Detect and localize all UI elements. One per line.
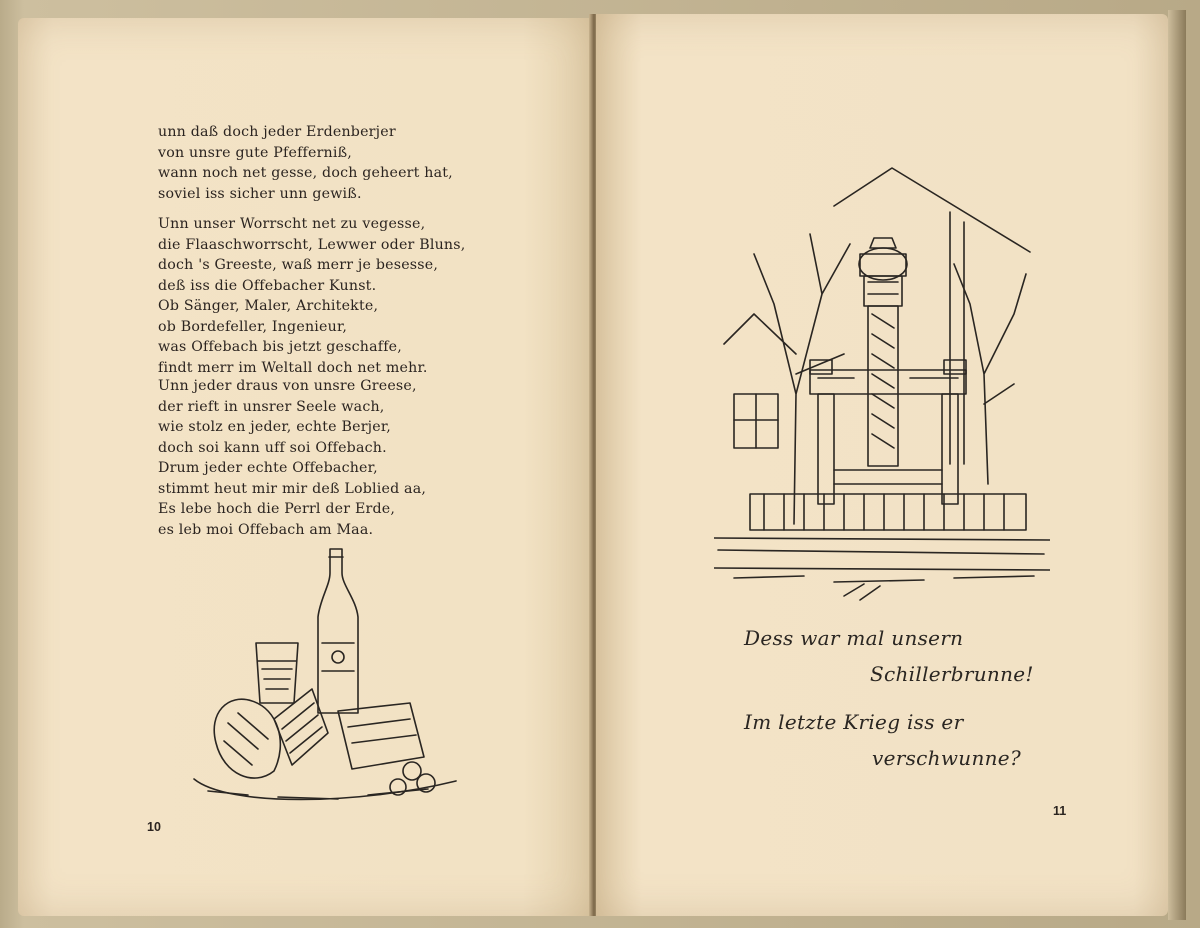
poem-line: doch 's Greeste, waß merr je besesse, — [158, 257, 439, 273]
poem-line: die Flaaschworrscht, Lewwer oder Bluns, — [158, 236, 466, 253]
page-number: 11 — [1053, 804, 1067, 818]
poem-line: es leb moi Offebach am Maa. — [158, 521, 374, 538]
book-edge — [1168, 10, 1186, 920]
caption-line: Dess war mal unsern — [744, 626, 964, 650]
poem-line: stimmt heut mir mir deß Loblied aa, — [158, 480, 427, 497]
poem-line: deß iss die Offebacher Kunst. — [158, 277, 377, 294]
poem-line: Unn jeder draus von unsre Greese, — [158, 378, 417, 394]
poem-line: soviel iss sicher unn gewiß. — [158, 185, 362, 202]
left-page — [18, 18, 592, 916]
caption-line: Im letzte Krieg iss er — [744, 710, 964, 734]
caption-line: Schillerbrunne! — [870, 662, 1034, 686]
poem-line: doch soi kann uff soi Offebach. — [158, 439, 387, 456]
page-number: 10 — [147, 820, 161, 834]
still-life-illustration — [188, 543, 458, 803]
poem-line: der rieft in unsrer Seele wach, — [158, 398, 385, 415]
poem-line: wie stolz en jeder, echte Berjer, — [158, 419, 392, 435]
poem-line: wann noch net gesse, doch geheert hat, — [158, 165, 453, 181]
poem-line: findt merr im Weltall doch net mehr. — [158, 359, 428, 376]
fountain-sketch-illustration — [714, 164, 1050, 604]
right-page — [596, 14, 1168, 916]
poem-line: unn daß doch jeder Erdenberjer — [158, 124, 396, 140]
poem-line: Ob Sänger, Maler, Architekte, — [158, 298, 379, 314]
poem-line: was Offebach bis jetzt geschaffe, — [158, 339, 402, 355]
poem-line: Unn unser Worrscht net zu vegesse, — [158, 216, 426, 232]
poem-stanza-3 — [158, 376, 426, 540]
poem-stanza-2 — [158, 214, 465, 378]
poem-line: von unsre gute Pfefferniß, — [158, 144, 353, 161]
poem-line: ob Bordefeller, Ingenieur, — [158, 318, 348, 335]
caption-line: verschwunne? — [872, 746, 1021, 770]
poem-line: Drum jeder echte Offebacher, — [158, 460, 378, 476]
poem-line: Es lebe hoch die Perrl der Erde, — [158, 501, 396, 517]
poem-stanza-1 — [158, 122, 453, 204]
